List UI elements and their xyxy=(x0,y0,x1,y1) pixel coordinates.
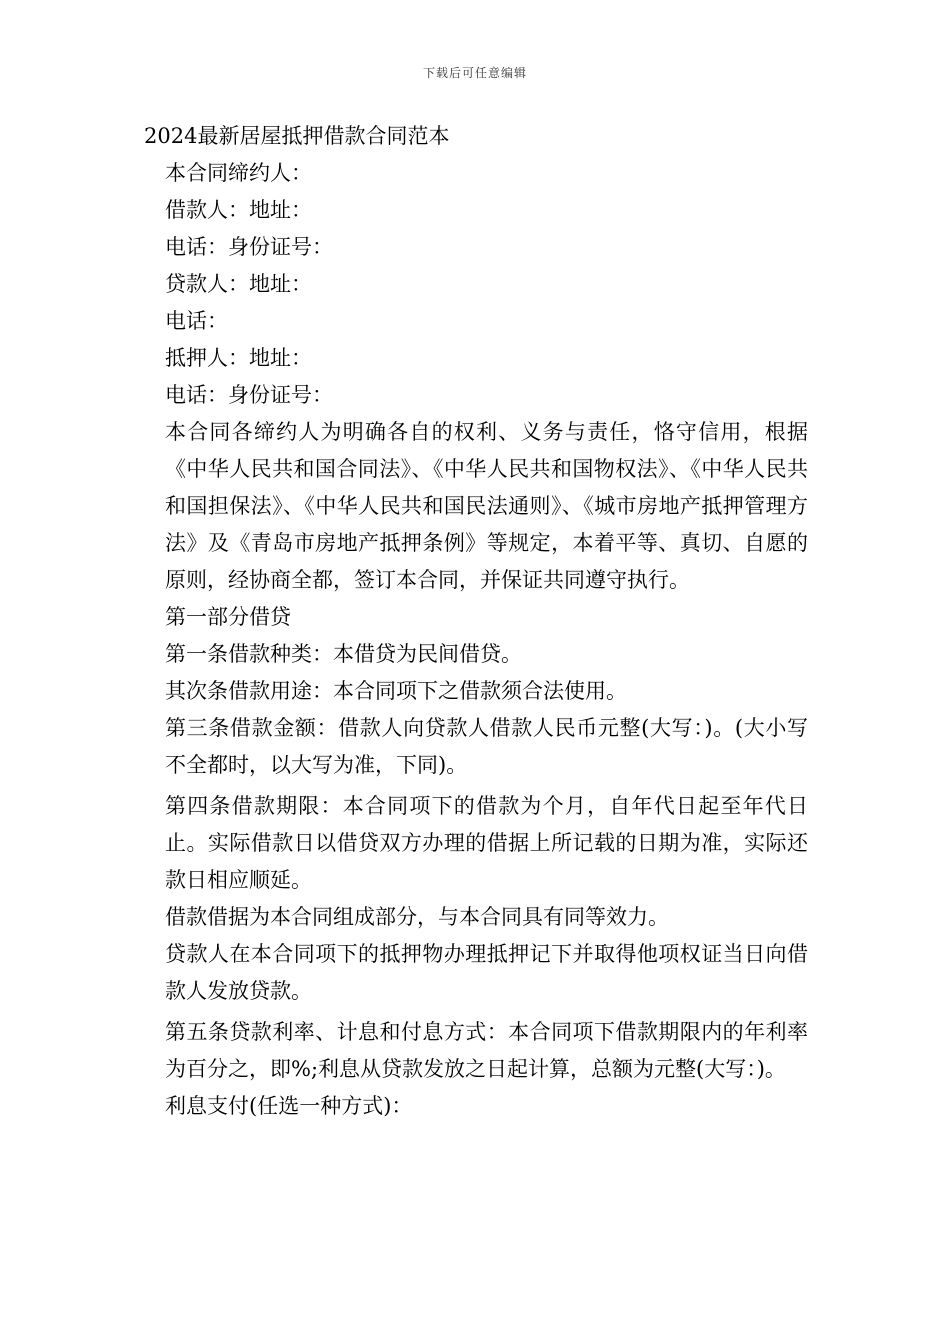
document-title: 2024最新居屋抵押借款合同范本 xyxy=(144,124,450,148)
document-body xyxy=(144,118,808,1125)
paragraph-article-4: 第四条借款期限：本合同项下的借款为个月，自年代日起至年代日止。实际借款日以借贷双方办理的借据上所记载的日期为准，实际还款日相应顺延。 xyxy=(165,794,808,892)
paragraph-lender-address: 贷款人：地址： xyxy=(165,272,312,296)
paragraph-mortgagor-address: 抵押人：地址： xyxy=(165,346,312,370)
paragraph-borrower-phone-id: 电话：身份证号： xyxy=(165,235,333,259)
paragraph-loan-disbursement: 贷款人在本合同项下的抵押物办理抵押记下并取得他项权证当日向借款人发放贷款。 xyxy=(165,942,808,1003)
paragraph-interest-payment: 利息支付(任选一种方式)： xyxy=(165,1094,413,1118)
paragraph-article-3: 第三条借款金额：借款人向贷款人借款人民币元整(大写：)。(大小写不全都时，以大写为准，下同)。 xyxy=(165,716,808,777)
paragraph-borrower-address: 借款人：地址： xyxy=(165,198,312,222)
paragraph-parties: 本合同缔约人： xyxy=(165,161,312,185)
paragraph-article-5: 第五条贷款利率、计息和付息方式：本合同项下借款期限内的年利率为百分之，即%;利息从贷款发放之日起计算，总额为元整(大写：)。 xyxy=(165,1020,808,1081)
paragraph-part-one-heading: 第一部分借贷 xyxy=(165,605,291,629)
paragraph-lender-phone: 电话： xyxy=(165,309,228,333)
page-header-note: 下载后可任意编辑 xyxy=(422,66,527,80)
paragraph-mortgagor-phone-id: 电话：身份证号： xyxy=(165,383,333,407)
paragraph-article-1: 第一条借款种类：本借贷为民间借贷。 xyxy=(165,642,522,666)
paragraph-article-2: 其次条借款用途：本合同项下之借款须合法使用。 xyxy=(165,679,627,703)
paragraph-preamble: 本合同各缔约人为明确各自的权利、义务与责任，恪守信用，根据《中华人民共和国合同法》、《中华人民共和国物权法》、《中华人民共和国担保法》、《中华人民共和国民法通则》、《城市房地产抵押管理方法》及《青岛市房地产抵押条例》等规定，本着平等、真切、自愿的原则，经协商全都，签订本合同，并保证共同遵守执行。 xyxy=(165,420,808,592)
paragraph-loan-receipt: 借款借据为本合同组成部分，与本合同具有同等效力。 xyxy=(165,905,669,929)
